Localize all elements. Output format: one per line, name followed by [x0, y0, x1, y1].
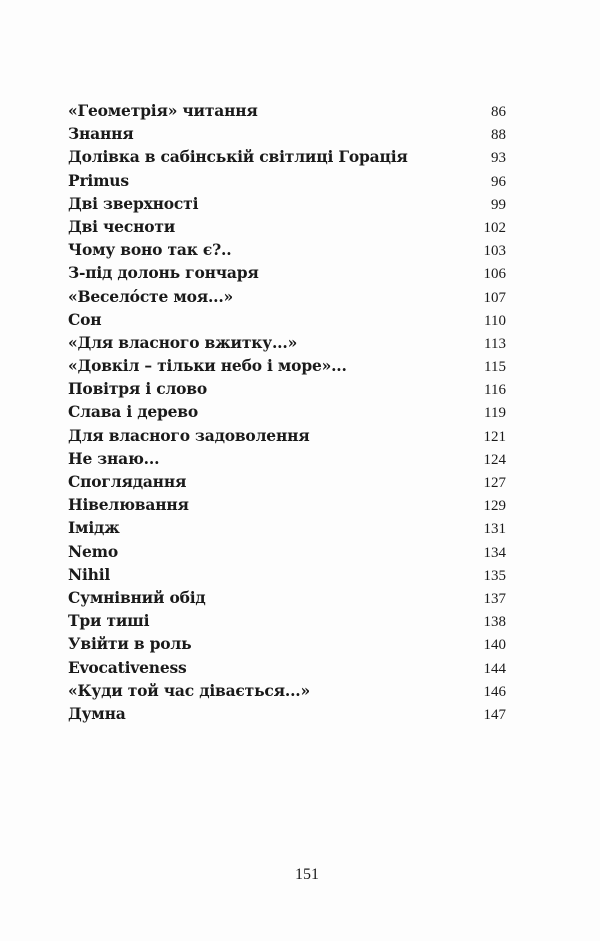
toc-entry-title: Для власного задоволення: [68, 425, 310, 445]
toc-entry: [68, 470, 506, 493]
toc-entry-title: «Геометрія» читання: [68, 101, 258, 120]
toc-entry-title: Дві чесноти: [68, 216, 176, 236]
toc-entry: [68, 238, 506, 261]
toc-entry-page: 138: [483, 614, 506, 631]
toc-entry: [68, 516, 506, 539]
toc-entry-page: 129: [483, 498, 506, 515]
toc-entry-page: 144: [483, 660, 506, 677]
toc-entry-page: 115: [484, 359, 506, 376]
toc-entry: [68, 586, 506, 609]
toc-entry: [68, 215, 506, 238]
toc-entry-page: 135: [483, 567, 506, 584]
toc-entry: [68, 563, 506, 586]
toc-entry-title: Імідж: [68, 518, 120, 538]
toc-entry-page: 106: [483, 266, 506, 283]
toc-entry-page: 127: [483, 475, 506, 491]
toc-entry-page: 137: [483, 590, 506, 607]
toc-entry: [68, 540, 506, 563]
toc-entry: [68, 656, 506, 679]
toc-entry-page: 102: [483, 219, 506, 236]
toc-entry: [68, 331, 506, 354]
toc-entry-title: «Куди той час дівається...»: [68, 680, 310, 700]
toc-entry-title: «Весело́сте моя...»: [68, 286, 234, 306]
toc-entry: [68, 609, 506, 632]
toc-entry-title: Nemo: [68, 541, 118, 561]
toc-entry-title: Нівелювання: [68, 495, 189, 515]
toc-entry-title: Увійти в роль: [68, 634, 192, 654]
table-of-contents: [68, 99, 506, 725]
toc-entry: [68, 632, 506, 655]
toc-entry-page: 146: [483, 683, 506, 700]
toc-entry-page: 124: [483, 451, 506, 468]
toc-entry-title: Primus: [68, 170, 129, 190]
toc-entry-page: 134: [483, 544, 506, 561]
toc-entry: [68, 99, 506, 122]
toc-entry: [68, 447, 506, 470]
toc-entry-title: Nihil: [68, 564, 111, 584]
toc-entry-page: 119: [484, 405, 506, 422]
toc-entry-title: Не знаю...: [68, 448, 160, 468]
toc-entry: [68, 702, 506, 725]
toc-entry-title: Сумнівний обід: [68, 587, 206, 607]
toc-entry-page: 86: [491, 104, 506, 120]
toc-entry-title: Споглядання: [68, 472, 187, 491]
toc-entry-title: З-під долонь гончаря: [68, 263, 259, 283]
toc-entry: [68, 145, 506, 168]
toc-entry-title: Сон: [68, 309, 102, 329]
toc-entry: [68, 169, 506, 192]
toc-entry-page: 93: [491, 150, 506, 167]
toc-entry-page: 107: [483, 289, 506, 306]
toc-entry: [68, 493, 506, 516]
toc-entry: [68, 122, 506, 145]
toc-entry-page: 131: [483, 521, 506, 538]
toc-entry-page: 113: [484, 335, 506, 352]
toc-entry-page: 99: [491, 196, 506, 213]
page-number: 151: [295, 866, 319, 883]
toc-entry: [68, 377, 506, 400]
toc-entry-page: 110: [484, 312, 506, 329]
toc-entry: [68, 285, 506, 308]
toc-entry-page: 88: [491, 127, 506, 144]
toc-entry-page: 140: [483, 637, 506, 654]
toc-entry: [68, 400, 506, 423]
toc-entry-title: «Довкіл – тільки небо і море»...: [68, 356, 347, 376]
toc-entry-title: Думна: [68, 703, 126, 723]
toc-entry-title: Повітря і слово: [68, 379, 208, 399]
toc-entry-page: 147: [483, 706, 506, 723]
toc-entry-title: Долівка в сабінській світлиці Горація: [68, 147, 408, 167]
toc-entry: [68, 192, 506, 215]
toc-entry: [68, 308, 506, 331]
toc-entry-page: 116: [484, 382, 506, 399]
toc-entry: [68, 679, 506, 702]
toc-entry-title: Чому воно так є?..: [68, 240, 232, 260]
toc-entry-title: Дві зверхності: [68, 193, 199, 213]
toc-entry-title: Evocativeness: [68, 657, 187, 677]
toc-entry-page: 96: [491, 173, 506, 190]
toc-entry: [68, 261, 506, 284]
toc-entry-page: 103: [483, 243, 506, 260]
toc-entry: [68, 424, 506, 447]
toc-entry-title: Три тиші: [68, 611, 150, 631]
toc-entry: [68, 354, 506, 377]
toc-entry-title: Знання: [68, 124, 134, 144]
toc-entry-page: 121: [483, 428, 506, 445]
toc-entry-title: «Для власного вжитку...»: [68, 332, 298, 352]
toc-entry-title: Слава і дерево: [68, 402, 199, 422]
